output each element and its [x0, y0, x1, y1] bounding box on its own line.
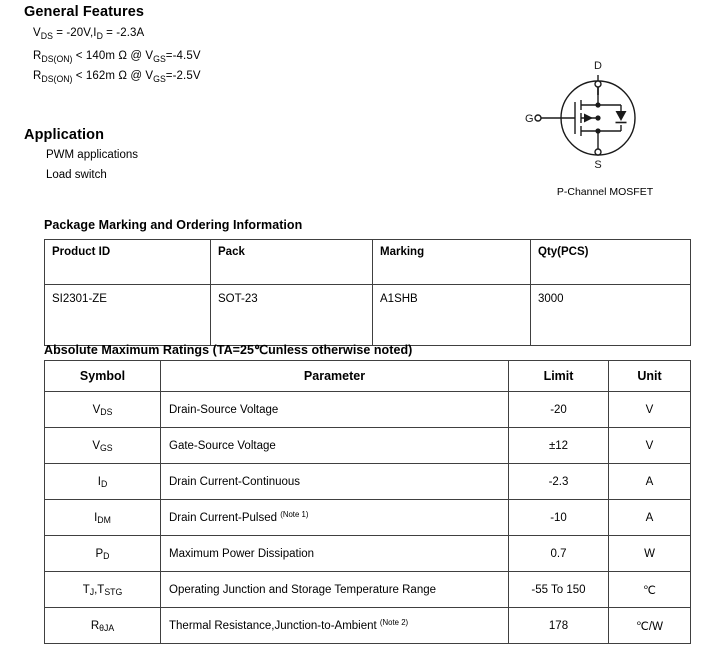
cell-parameter: Maximum Power Dissipation: [161, 536, 509, 572]
column-header-marking: Marking: [373, 240, 531, 285]
table-row: [45, 392, 691, 428]
application-list-item: PWM applications: [46, 149, 139, 161]
cell-marking: A1SHB: [373, 285, 531, 346]
junction-dot-drain: [595, 102, 600, 107]
channel-arrow-icon: [584, 114, 593, 123]
cell-limit: -2.3: [509, 464, 609, 500]
cell-unit: ℃/W: [609, 608, 691, 644]
column-header-parameter: Parameter: [161, 361, 509, 392]
application-heading: Application: [24, 127, 105, 143]
cell-unit: ℃: [609, 572, 691, 608]
table-row: [45, 464, 691, 500]
cell-limit: 0.7: [509, 536, 609, 572]
cell-limit: -10: [509, 500, 609, 536]
p-channel-mosfet-symbol-icon: [520, 58, 690, 203]
cell-symbol: $I_D$: [45, 464, 161, 500]
package-marking-heading: Package Marking and Ordering Information: [44, 218, 303, 232]
cell-parameter: Drain Current-Continuous: [161, 464, 509, 500]
application-list-item: Load switch: [46, 169, 107, 181]
table-row: [45, 572, 691, 608]
terminal-label-source: S: [594, 159, 602, 171]
junction-dot-channel: [595, 115, 600, 120]
mosfet-caption: P-Channel MOSFET: [556, 186, 654, 198]
table-header-row: [45, 361, 691, 392]
cell-symbol: $P_D$: [45, 536, 161, 572]
junction-dot-source: [595, 128, 600, 133]
column-header-limit: Limit: [509, 361, 609, 392]
column-header-pack: Pack: [211, 240, 373, 285]
footnote-marker: (Note 2): [379, 618, 409, 627]
cell-symbol: $I_{DM}$: [45, 500, 161, 536]
cell-symbol: $V_{DS}$: [45, 392, 161, 428]
cell-limit: ±12: [509, 428, 609, 464]
cell-limit: -20: [509, 392, 609, 428]
table-row: [45, 285, 691, 346]
package-marking-table: [44, 239, 691, 346]
cell-symbol: $V_{GS}$: [45, 428, 161, 464]
cell-parameter: Operating Junction and Storage Temperature Range: [161, 572, 509, 608]
cell-qty: 3000: [531, 285, 691, 346]
absolute-maximum-ratings-table: [44, 360, 691, 644]
cell-parameter: Thermal Resistance,Junction-to-Ambient $^{(Note 2)}$: [161, 608, 509, 644]
cell-unit: A: [609, 464, 691, 500]
cell-parameter: Drain-Source Voltage: [161, 392, 509, 428]
cell-parameter: Gate-Source Voltage: [161, 428, 509, 464]
table-row: [45, 608, 691, 644]
cell-limit: 178: [509, 608, 609, 644]
spec-line-rdson-2v5: $R_{DS(ON)} < 162m$ Ω @ $V_{GS}=-2.5V$: [33, 70, 201, 84]
column-header-qty: Qty(PCS): [531, 240, 691, 285]
cell-symbol: $T_J,T_{STG}$: [45, 572, 161, 608]
column-header-product-id: Product ID: [45, 240, 211, 285]
cell-product-id: SI2301-ZE: [45, 285, 211, 346]
terminal-label-gate: G: [525, 113, 534, 125]
table-row: [45, 500, 691, 536]
column-header-symbol: Symbol: [45, 361, 161, 392]
cell-symbol: $R_{\theta JA}$: [45, 608, 161, 644]
body-diode-triangle-icon: [616, 111, 627, 121]
column-header-unit: Unit: [609, 361, 691, 392]
cell-parameter: Drain Current-Pulsed $^{(Note 1)}$: [161, 500, 509, 536]
spec-line-rdson-4v5: $R_{DS(ON)} < 140m$ Ω @ $V_{GS}=-4.5V$: [33, 50, 201, 64]
absolute-maximum-ratings-heading: Absolute Maximum Ratings (TA=25℃unless otherwise noted): [44, 343, 413, 357]
cell-unit: W: [609, 536, 691, 572]
spec-line-vds: $V_{DS} = -20V,I_D = -2.3A$: [33, 27, 145, 41]
cell-unit: V: [609, 392, 691, 428]
terminal-label-drain: D: [594, 60, 602, 72]
source-terminal-dot: [595, 149, 601, 155]
general-features-heading: General Features: [24, 4, 145, 20]
table-row: [45, 536, 691, 572]
gate-terminal-dot: [535, 115, 541, 121]
cell-limit: -55 To 150: [509, 572, 609, 608]
cell-unit: V: [609, 428, 691, 464]
table-header-row: [45, 240, 691, 285]
table-row: [45, 428, 691, 464]
drain-terminal-dot: [595, 81, 601, 87]
cell-pack: SOT-23: [211, 285, 373, 346]
cell-unit: A: [609, 500, 691, 536]
footnote-marker: (Note 1): [280, 510, 309, 519]
